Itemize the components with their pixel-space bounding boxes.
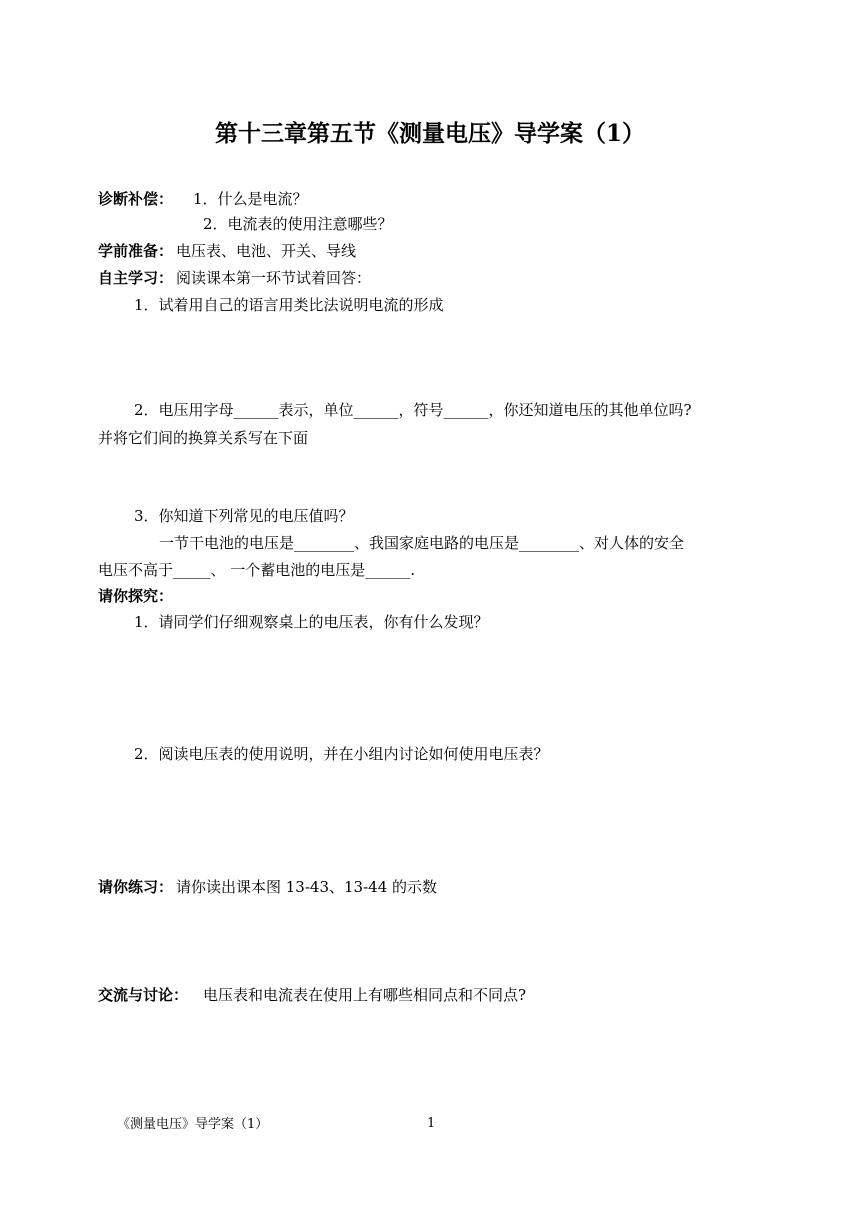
discussion-label: 交流与讨论： [98, 986, 189, 1004]
voltage-values-line-2: 电压不高于_____、 一个蓄电池的电压是______. [98, 561, 416, 579]
preparation-text: 电压表、电池、开关、导线 [176, 242, 357, 260]
self-study-question-2: 2．电压用字母______表示，单位______，符号______，你还知道电压的其他单位吗? [134, 401, 692, 419]
diagnosis-question-1: 1．什么是电流？ [193, 190, 308, 208]
explore-question-2: 2．阅读电压表的使用说明，并在小组内讨论如何使用电压表？ [134, 745, 549, 763]
diagnosis-question-2: 2．电流表的使用注意哪些？ [203, 215, 393, 233]
explore-label: 请你探究： [98, 587, 174, 605]
page-title: 第十三章第五节《测量电压》导学案（1） [214, 120, 645, 147]
preparation-label: 学前准备： [98, 242, 174, 260]
footer-doc-name: 《测量电压》导学案（1） [117, 1117, 269, 1132]
self-study-question-1: 1．试着用自己的语言用类比法说明电流的形成 [134, 296, 444, 314]
self-study-question-2-cont: 并将它们间的换算关系写在下面 [98, 429, 309, 447]
self-study-question-3: 3．你知道下列常见的电压值吗？ [134, 507, 354, 525]
explore-question-1: 1．请同学们仔细观察桌上的电压表，你有什么发现？ [134, 613, 489, 631]
self-study-text: 阅读课本第一环节试着回答： [176, 269, 372, 287]
practice-label: 请你练习： [98, 878, 174, 896]
self-study-label: 自主学习： [98, 269, 174, 287]
voltage-values-line-1: 一节干电池的电压是________、我国家庭电路的电压是________、对人体的安全 [159, 534, 685, 552]
practice-text: 请你读出课本图 13-43、13-44 的示数 [176, 878, 438, 896]
diagnosis-label: 诊断补偿： [98, 190, 174, 208]
page-number: 1 [427, 1116, 436, 1131]
discussion-text: 电压表和电流表在使用上有哪些相同点和不同点? [203, 986, 527, 1004]
